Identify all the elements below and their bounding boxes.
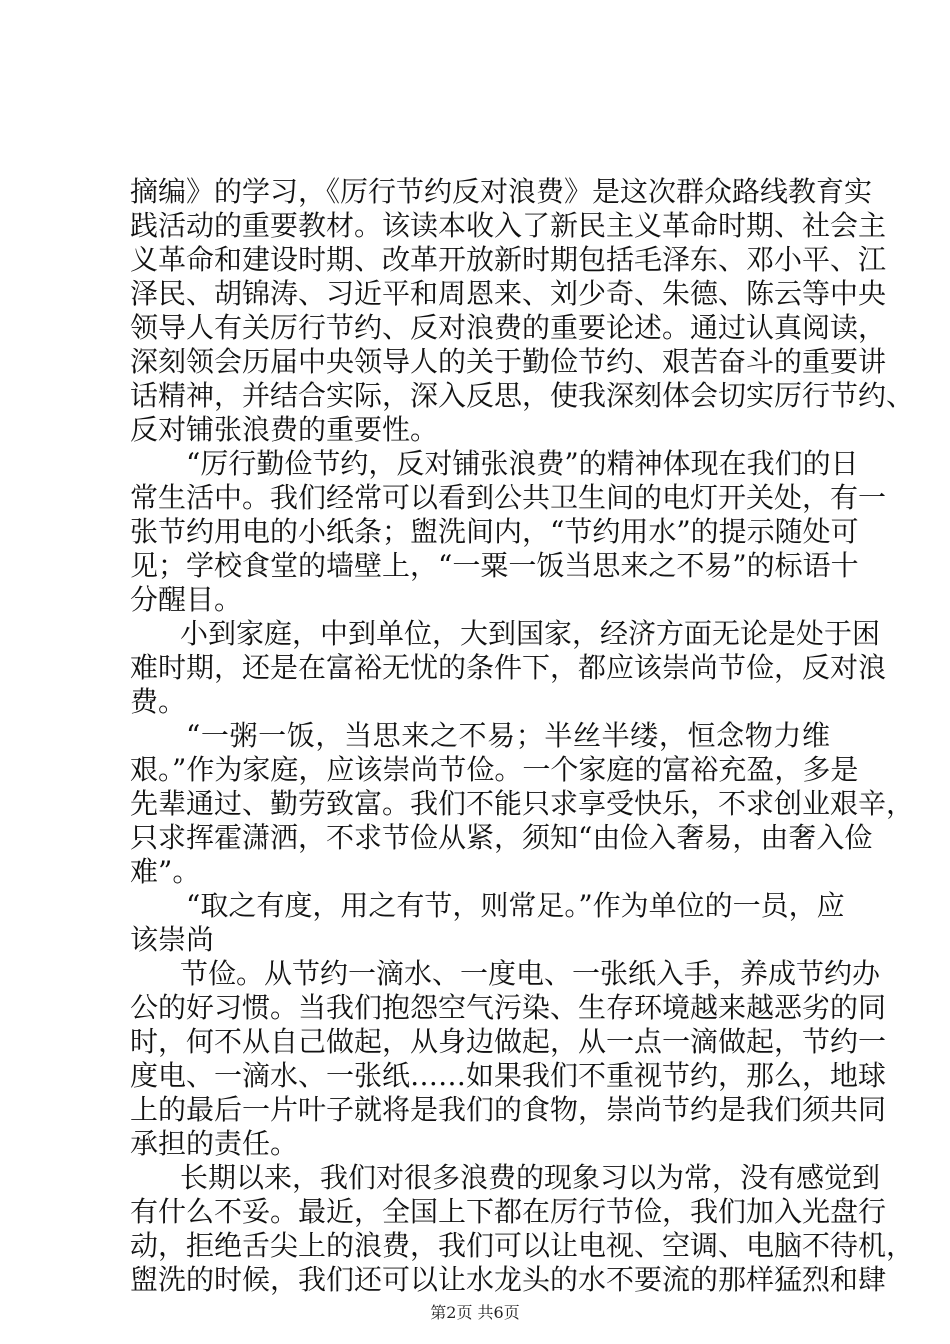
text-line: 践活动的重要教材。该读本收入了新民主义革命时期、社会主 — [130, 209, 887, 242]
text-line: 盥洗的时候，我们还可以让水龙头的水不要流的那样猛烈和肆 — [130, 1263, 887, 1296]
text-line: “厉行勤俭节约，反对铺张浪费”的精神体现在我们的日 — [186, 447, 859, 480]
text-line: 泽民、胡锦涛、习近平和周恩来、刘少奇、朱德、陈云等中央 — [130, 277, 887, 310]
text-line: 费。 — [130, 685, 187, 718]
text-line: 时，何不从自己做起，从身边做起，从一点一滴做起，节约一 — [130, 1025, 887, 1058]
text-line: 深刻领会历届中央领导人的关于勤俭节约、艰苦奋斗的重要讲 — [130, 345, 887, 378]
text-line: 先辈通过、勤劳致富。我们不能只求享受快乐，不求创业艰辛， — [130, 787, 915, 820]
text-line: 上的最后一片叶子就将是我们的食物，崇尚节约是我们须共同 — [130, 1093, 887, 1126]
text-line: 度电、一滴水、一张纸……如果我们不重视节约，那么，地球 — [130, 1059, 887, 1092]
text-line: 难”。 — [130, 855, 201, 888]
text-line: “一粥一饭，当思来之不易；半丝半缕，恒念物力维 — [186, 719, 830, 752]
text-line: 领导人有关厉行节约、反对浪费的重要论述。通过认真阅读， — [130, 311, 887, 344]
text-line: 见；学校食堂的墙壁上，“一粟一饭当思来之不易”的标语十 — [130, 549, 859, 582]
text-line: 只求挥霍潇洒，不求节俭从紧，须知“由俭入奢易，由奢入俭 — [130, 821, 873, 854]
text-line: 话精神，并结合实际，深入反思，使我深刻体会切实厉行节约、 — [130, 379, 915, 412]
text-line: 摘编》的学习，《厉行节约反对浪费》是这次群众路线教育实 — [130, 175, 873, 208]
text-line: 艰。”作为家庭，应该崇尚节俭。一个家庭的富裕充盈，多是 — [130, 753, 859, 786]
page-number: 第2页 共6页 — [430, 1303, 520, 1322]
text-line: 长期以来，我们对很多浪费的现象习以为常，没有感觉到 — [180, 1161, 881, 1194]
text-line: 动，拒绝舌尖上的浪费，我们可以让电视、空调、电脑不待机， — [130, 1229, 915, 1262]
text-line: 反对铺张浪费的重要性。 — [130, 413, 439, 446]
text-line: 张节约用电的小纸条；盥洗间内，“节约用水”的提示随处可 — [130, 515, 859, 548]
text-line: 公的好习惯。当我们抱怨空气污染、生存环境越来越恶劣的同 — [130, 991, 887, 1024]
text-line: 常生活中。我们经常可以看到公共卫生间的电灯开关处，有一 — [130, 481, 887, 514]
text-line: 节俭。从节约一滴水、一度电、一张纸入手，养成节约办 — [180, 957, 881, 990]
text-line: 难时期，还是在富裕无忧的条件下，都应该崇尚节俭，反对浪 — [130, 651, 887, 684]
text-line: 承担的责任。 — [130, 1127, 299, 1160]
text-line: 该崇尚 — [130, 923, 215, 956]
text-line: “取之有度，用之有节，则常足。”作为单位的一员，应 — [186, 889, 845, 922]
text-line: 小到家庭，中到单位，大到国家，经济方面无论是处于困 — [180, 617, 881, 650]
text-line: 有什么不妥。最近，全国上下都在厉行节俭，我们加入光盘行 — [130, 1195, 887, 1228]
text-line: 分醒目。 — [130, 583, 243, 616]
text-line: 义革命和建设时期、改革开放新时期包括毛泽东、邓小平、江 — [130, 243, 887, 276]
